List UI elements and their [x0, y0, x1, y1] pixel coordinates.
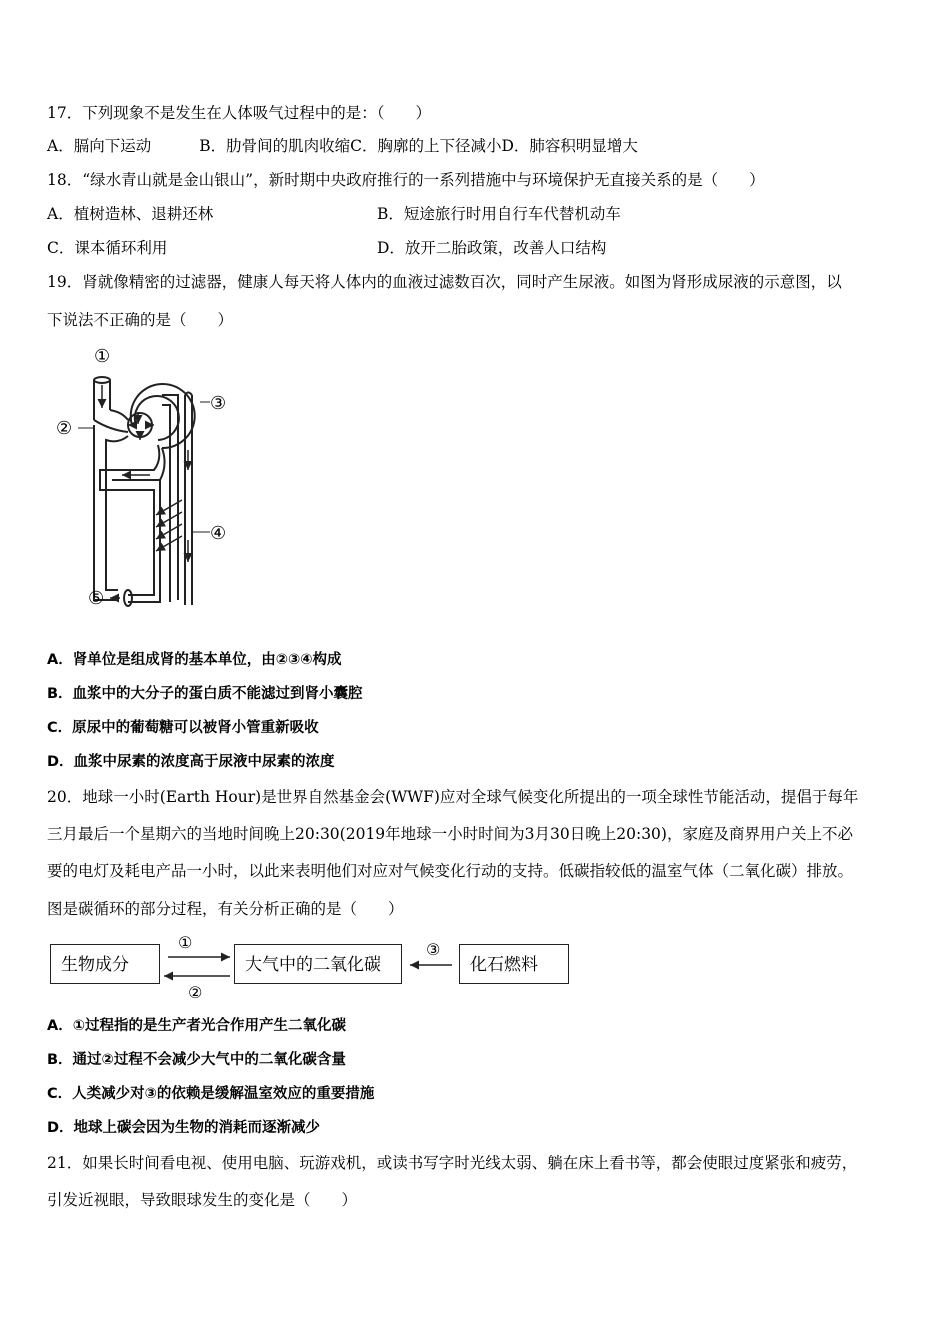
q18-stem: 18．“绿水青山就是金山银山”，新时期中央政府推行的一系列措施中与环境保护无直接关系的是（ ） — [47, 171, 765, 189]
q18-row1 — [47, 204, 907, 224]
q17-option-a: A．膈向下运动 — [47, 137, 152, 155]
q18-option-b: B．短途旅行时用自行车代替机动车 — [377, 205, 621, 223]
q19-option-a: A．肾单位是组成肾的基本单位，由②③④构成 — [47, 652, 342, 668]
q20-stem-line4: 图是碳循环的部分过程，有关分析正确的是（ ） — [47, 900, 404, 918]
q19-option-c: C．原尿中的葡萄糖可以被肾小管重新吸收 — [47, 720, 319, 736]
q18-option-a: A．植树造林、退耕还林 — [47, 205, 214, 223]
q18-option-c: C．课本循环利用 — [47, 239, 168, 257]
carbon-cycle-arrows — [150, 930, 470, 1005]
q20-stem-line1: 20．地球一小时(Earth Hour)是世界自然基金会(WWF)应对全球气候变化所提出的一项全球性节能活动，提倡于每年 — [47, 788, 859, 806]
q20-option-c: C．人类减少对③的依赖是缓解温室效应的重要措施 — [47, 1086, 375, 1102]
q17-option-c: C．胸廓的上下径减小 — [350, 137, 502, 155]
q20-option-d: D．地球上碳会因为生物的消耗而逐渐减少 — [47, 1120, 321, 1136]
carbon-box-fossil-fuels: 化石燃料 — [459, 944, 569, 984]
q21-stem-line1: 21．如果长时间看电视、使用电脑、玩游戏机，或读书写字时光线太弱、躺在床上看书等，都会使眼过度紧张和疲劳， — [47, 1154, 858, 1172]
q18-option-d: D．放开二胎政策，改善人口结构 — [377, 239, 607, 257]
q19-option-d: D．血浆中尿素的浓度高于尿液中尿素的浓度 — [47, 754, 335, 770]
q17-stem: 17．下列现象不是发生在人体吸气过程中的是：（ ） — [47, 104, 431, 122]
q18-row2 — [47, 238, 907, 258]
q19-stem-line1: 19．肾就像精密的过滤器，健康人每天将人体内的血液过滤数百次，同时产生尿液。如图为肾形成尿液的示意图，以 — [47, 273, 842, 291]
nephron-label-1: ① — [94, 346, 111, 367]
carbon-box-atmosphere: 大气中的二氧化碳 — [234, 944, 402, 984]
nephron-label-2: ② — [56, 418, 73, 439]
q17-option-b: B．肋骨间的肌肉收缩 — [199, 137, 351, 155]
carbon-arrow-label-2: ② — [188, 983, 203, 1002]
nephron-label-5: ⑤ — [88, 588, 105, 609]
q20-option-a: A．①过程指的是生产者光合作用产生二氧化碳 — [47, 1018, 346, 1034]
nephron-label-4: ④ — [210, 523, 227, 544]
nephron-diagram — [50, 340, 250, 615]
q20-stem-line3: 要的电灯及耗电产品一小时，以此来表明他们对应对气候变化行动的支持。低碳指较低的温室气体（二氧化碳）排放。 — [47, 862, 854, 880]
q17-option-d: D．肺容积明显增大 — [501, 137, 638, 155]
q19-option-b: B．血浆中的大分子的蛋白质不能滤过到肾小囊腔 — [47, 686, 363, 702]
carbon-box-organisms: 生物成分 — [50, 944, 160, 984]
q21-stem-line2: 引发近视眼，导致眼球发生的变化是（ ） — [47, 1191, 358, 1209]
q20-stem-line2: 三月最后一个星期六的当地时间晚上20:30(2019年地球一小时时间为3月30日晚上20:30)，家庭及商界用户关上不必 — [47, 825, 853, 843]
q20-option-b: B．通过②过程不会减少大气中的二氧化碳含量 — [47, 1052, 346, 1068]
carbon-arrow-label-1: ① — [178, 933, 193, 952]
nephron-label-3: ③ — [210, 393, 227, 414]
q17-options — [47, 136, 638, 156]
carbon-arrow-label-3: ③ — [426, 940, 441, 959]
q19-stem-line2: 下说法不正确的是（ ） — [47, 311, 234, 329]
